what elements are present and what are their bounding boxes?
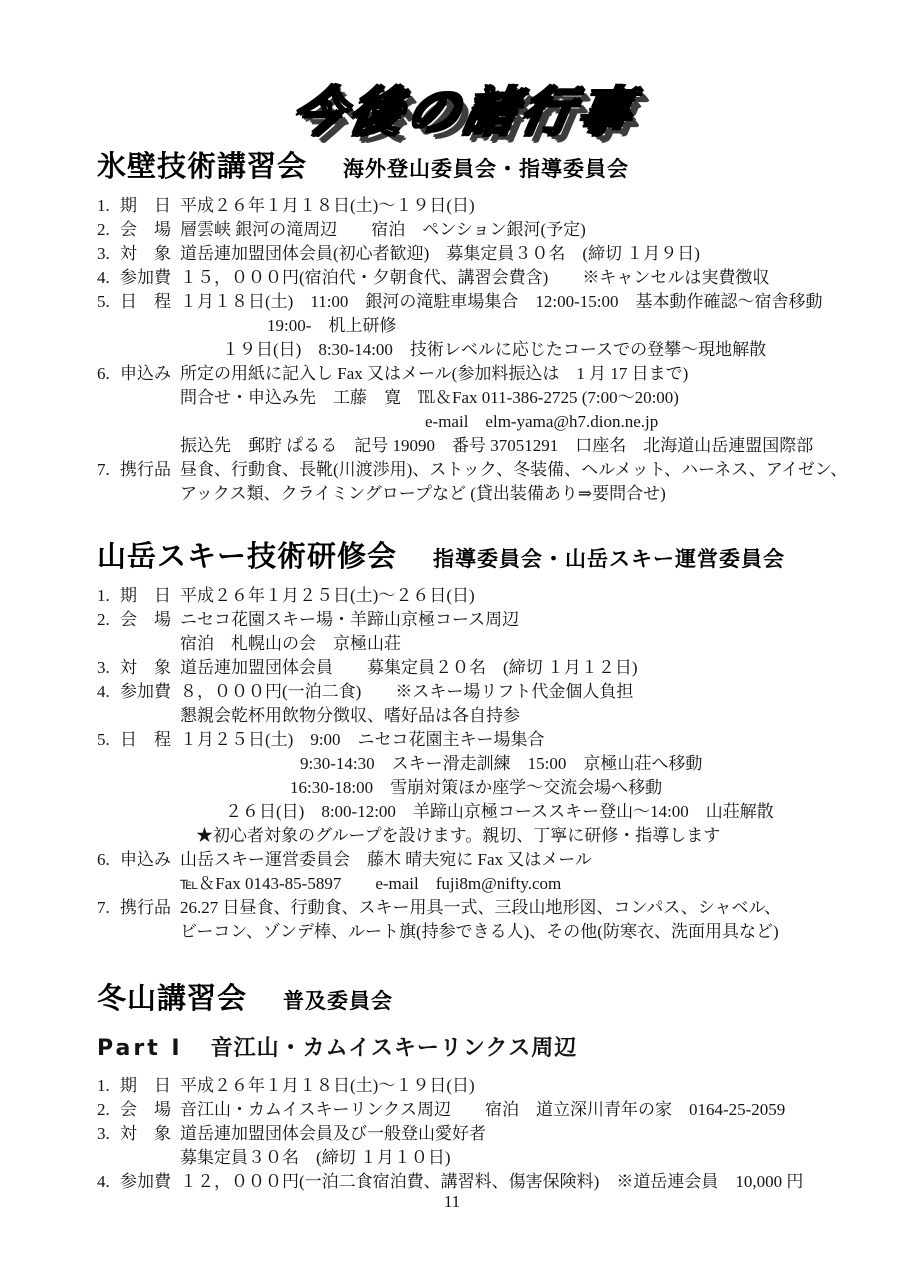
item-text: 平成２６年１月１８日(土)～１９日(日) xyxy=(180,196,475,215)
section-committee: 海外登山委員会・指導委員会 xyxy=(343,157,630,181)
item-number: 7. xyxy=(97,460,110,479)
item-number: 3. xyxy=(97,244,110,263)
item-text: 音江山・カムイスキーリンクス周辺 宿泊 道立深川青年の家 0164-25-2059 xyxy=(180,1100,786,1119)
item-text: 16:30-18:00 雪崩対策ほか座学～交流会場へ移動 xyxy=(290,778,663,797)
content-line xyxy=(97,1122,874,1146)
item-label: 会 場 xyxy=(120,220,171,239)
document-title: 今後の諸行事 xyxy=(288,83,641,143)
content-line xyxy=(97,920,874,944)
item-number: 2. xyxy=(97,610,110,629)
content-line xyxy=(97,266,874,290)
content-line xyxy=(97,632,874,656)
item-text: ビーコン、ゾンデ棒、ルート旗(持参できる人)、その他(防寒衣、洗面用具など) xyxy=(180,922,779,941)
item-text: １５，０００円(宿泊代・夕朝食代、講習会費含) ※キャンセルは実費徴収 xyxy=(180,268,770,287)
item-number: 4. xyxy=(97,268,110,287)
item-text: 道岳連加盟団体会員(初心者歓迎) 募集定員３０名 (締切 １月９日) xyxy=(180,244,700,263)
part-label: Part Ⅰ xyxy=(97,1036,183,1061)
item-number: 7. xyxy=(97,898,110,917)
item-text: 道岳連加盟団体会員 募集定員２０名 (締切 １月１２日) xyxy=(180,658,638,677)
item-text: e-mail elm-yama@h7.dion.ne.jp xyxy=(425,412,659,431)
item-label: 申込み xyxy=(120,364,171,383)
content-line xyxy=(97,362,874,386)
content-line xyxy=(97,290,874,314)
item-number: 4. xyxy=(97,682,110,701)
content-line xyxy=(97,896,874,920)
event-section xyxy=(97,976,874,1194)
part-title: 音江山・カムイスキーリンクス周辺 xyxy=(210,1036,578,1061)
item-text: 所定の用紙に記入し Fax 又はメール(参加料振込は 1 月 17 日まで) xyxy=(180,364,689,383)
content-line xyxy=(97,704,874,728)
content-line xyxy=(97,410,874,434)
item-number: 5. xyxy=(97,292,110,311)
item-text: 宿泊 札幌山の会 京極山荘 xyxy=(180,634,401,653)
document-title-banner xyxy=(57,70,874,142)
item-text: １月１８日(土) 11:00 銀河の滝駐車場集合 12:00-15:00 基本動作確認～宿舎移動 xyxy=(180,292,823,311)
item-number: 3. xyxy=(97,658,110,677)
content-line xyxy=(97,482,874,506)
content-line xyxy=(97,1074,874,1098)
item-label: 日 程 xyxy=(120,292,171,311)
item-number: 2. xyxy=(97,220,110,239)
item-label: 携行品 xyxy=(120,898,171,917)
content-line xyxy=(97,608,874,632)
content-line xyxy=(97,656,874,680)
content-line xyxy=(97,458,874,482)
content-line xyxy=(97,434,874,458)
item-number: 4. xyxy=(97,1172,110,1191)
item-text: ★初心者対象のグループを設けます。親切、丁寧に研修・指導します xyxy=(196,826,721,845)
item-text: １月２５日(土) 9:00 ニセコ花園主キー場集合 xyxy=(180,730,545,749)
item-number: 1. xyxy=(97,1076,110,1095)
content-line xyxy=(97,338,874,362)
content-line xyxy=(97,728,874,752)
item-label: 期 日 xyxy=(120,196,171,215)
item-label: 対 象 xyxy=(120,658,171,677)
item-label: 対 象 xyxy=(120,1124,171,1143)
item-label: 会 場 xyxy=(120,610,171,629)
content-line xyxy=(97,314,874,338)
item-label: 参加費 xyxy=(120,682,171,701)
item-number: 5. xyxy=(97,730,110,749)
item-text: ℡＆Fax 0143-85-5897 e-mail fuji8m@nifty.com xyxy=(180,874,562,893)
section-body xyxy=(97,1074,874,1194)
section-committee: 普及委員会 xyxy=(283,989,394,1013)
item-text: 層雲峡 銀河の滝周辺 宿泊 ペンション銀河(予定) xyxy=(180,220,586,239)
section-heading xyxy=(97,144,874,185)
item-text: 問合せ・申込み先 工藤 寛 ℡＆Fax 011-386-2725 (7:00～20:00) xyxy=(180,388,679,407)
item-text: １２，０００円(一泊二食宿泊費、講習料、傷害保険料) ※道岳連会員 10,000 円 xyxy=(180,1172,804,1191)
item-text: ８，０００円(一泊二食) ※スキー場リフト代金個人負担 xyxy=(180,682,634,701)
section-title: 氷壁技術講習会 xyxy=(97,149,308,183)
item-text: 9:30-14:30 スキー滑走訓練 15:00 京極山荘へ移動 xyxy=(300,754,703,773)
item-text: ニセコ花園スキー場・羊蹄山京極コース周辺 xyxy=(180,610,520,629)
section-heading xyxy=(97,976,874,1017)
section-body xyxy=(97,194,874,506)
content-line xyxy=(97,680,874,704)
content-line xyxy=(97,1170,874,1194)
section-title: 山岳スキー技術研修会 xyxy=(97,539,398,573)
item-text: 山岳スキー運営委員会 藤木 晴夫宛に Fax 又はメール xyxy=(180,850,592,869)
section-title: 冬山講習会 xyxy=(97,981,248,1015)
item-text: 26.27 日昼食、行動食、スキー用具一式、三段山地形図、コンパス、シャベル、 xyxy=(180,898,782,917)
part-heading xyxy=(97,1031,874,1062)
page-number: 11 xyxy=(443,1192,461,1211)
item-label: 参加費 xyxy=(120,268,171,287)
item-text: 道岳連加盟団体会員及び一般登山愛好者 xyxy=(180,1124,486,1143)
item-label: 期 日 xyxy=(120,586,171,605)
item-text: 平成２６年１月２５日(土)～２６日(日) xyxy=(180,586,475,605)
item-text: ２６日(日) 8:00-12:00 羊蹄山京極コーススキー登山～14:00 山荘解散 xyxy=(225,802,774,821)
item-text: １９日(日) 8:30-14:00 技術レベルに応じたコースでの登攀～現地解散 xyxy=(222,340,767,359)
content-line xyxy=(97,824,874,848)
item-label: 対 象 xyxy=(120,244,171,263)
item-text: 振込先 郵貯 ぱるる 記号 19090 番号 37051291 口座名 北海道山岳連盟国際部 xyxy=(180,436,814,455)
item-label: 携行品 xyxy=(120,460,171,479)
item-number: 6. xyxy=(97,364,110,383)
item-text: 募集定員３０名 (締切 １月１０日) xyxy=(180,1148,451,1167)
section-body xyxy=(97,584,874,944)
content-line xyxy=(97,386,874,410)
content-line xyxy=(97,800,874,824)
item-text: 昼食、行動食、長靴(川渡渉用)、ストック、冬装備、ヘルメット、ハーネス、アイゼン、 xyxy=(180,460,848,479)
item-label: 会 場 xyxy=(120,1100,171,1119)
section-committee: 指導委員会・山岳スキー運営委員会 xyxy=(433,547,786,571)
item-text: 平成２６年１月１８日(土)～１９日(日) xyxy=(180,1076,475,1095)
item-text: アックス類、クライミングロープなど (貸出装備あり⇒要問合せ) xyxy=(180,484,666,503)
item-label: 申込み xyxy=(120,850,171,869)
item-number: 1. xyxy=(97,196,110,215)
content-line xyxy=(97,848,874,872)
item-number: 2. xyxy=(97,1100,110,1119)
content-line xyxy=(97,242,874,266)
content-line xyxy=(97,218,874,242)
content-line xyxy=(97,1098,874,1122)
item-label: 日 程 xyxy=(120,730,171,749)
item-number: 6. xyxy=(97,850,110,869)
content-line xyxy=(97,776,874,800)
content-line xyxy=(97,872,874,896)
item-number: 3. xyxy=(97,1124,110,1143)
item-text: 懇親会乾杯用飲物分徴収、嗜好品は各自持参 xyxy=(180,706,520,725)
content-line xyxy=(97,584,874,608)
event-section xyxy=(97,534,874,944)
item-label: 参加費 xyxy=(120,1172,171,1191)
content-line xyxy=(97,194,874,218)
section-heading xyxy=(97,534,874,575)
content-line xyxy=(97,1146,874,1170)
item-text: 19:00- 机上研修 xyxy=(267,316,397,335)
item-label: 期 日 xyxy=(120,1076,171,1095)
item-number: 1. xyxy=(97,586,110,605)
event-section xyxy=(97,144,874,506)
sections-root xyxy=(97,144,874,1194)
content-line xyxy=(97,752,874,776)
